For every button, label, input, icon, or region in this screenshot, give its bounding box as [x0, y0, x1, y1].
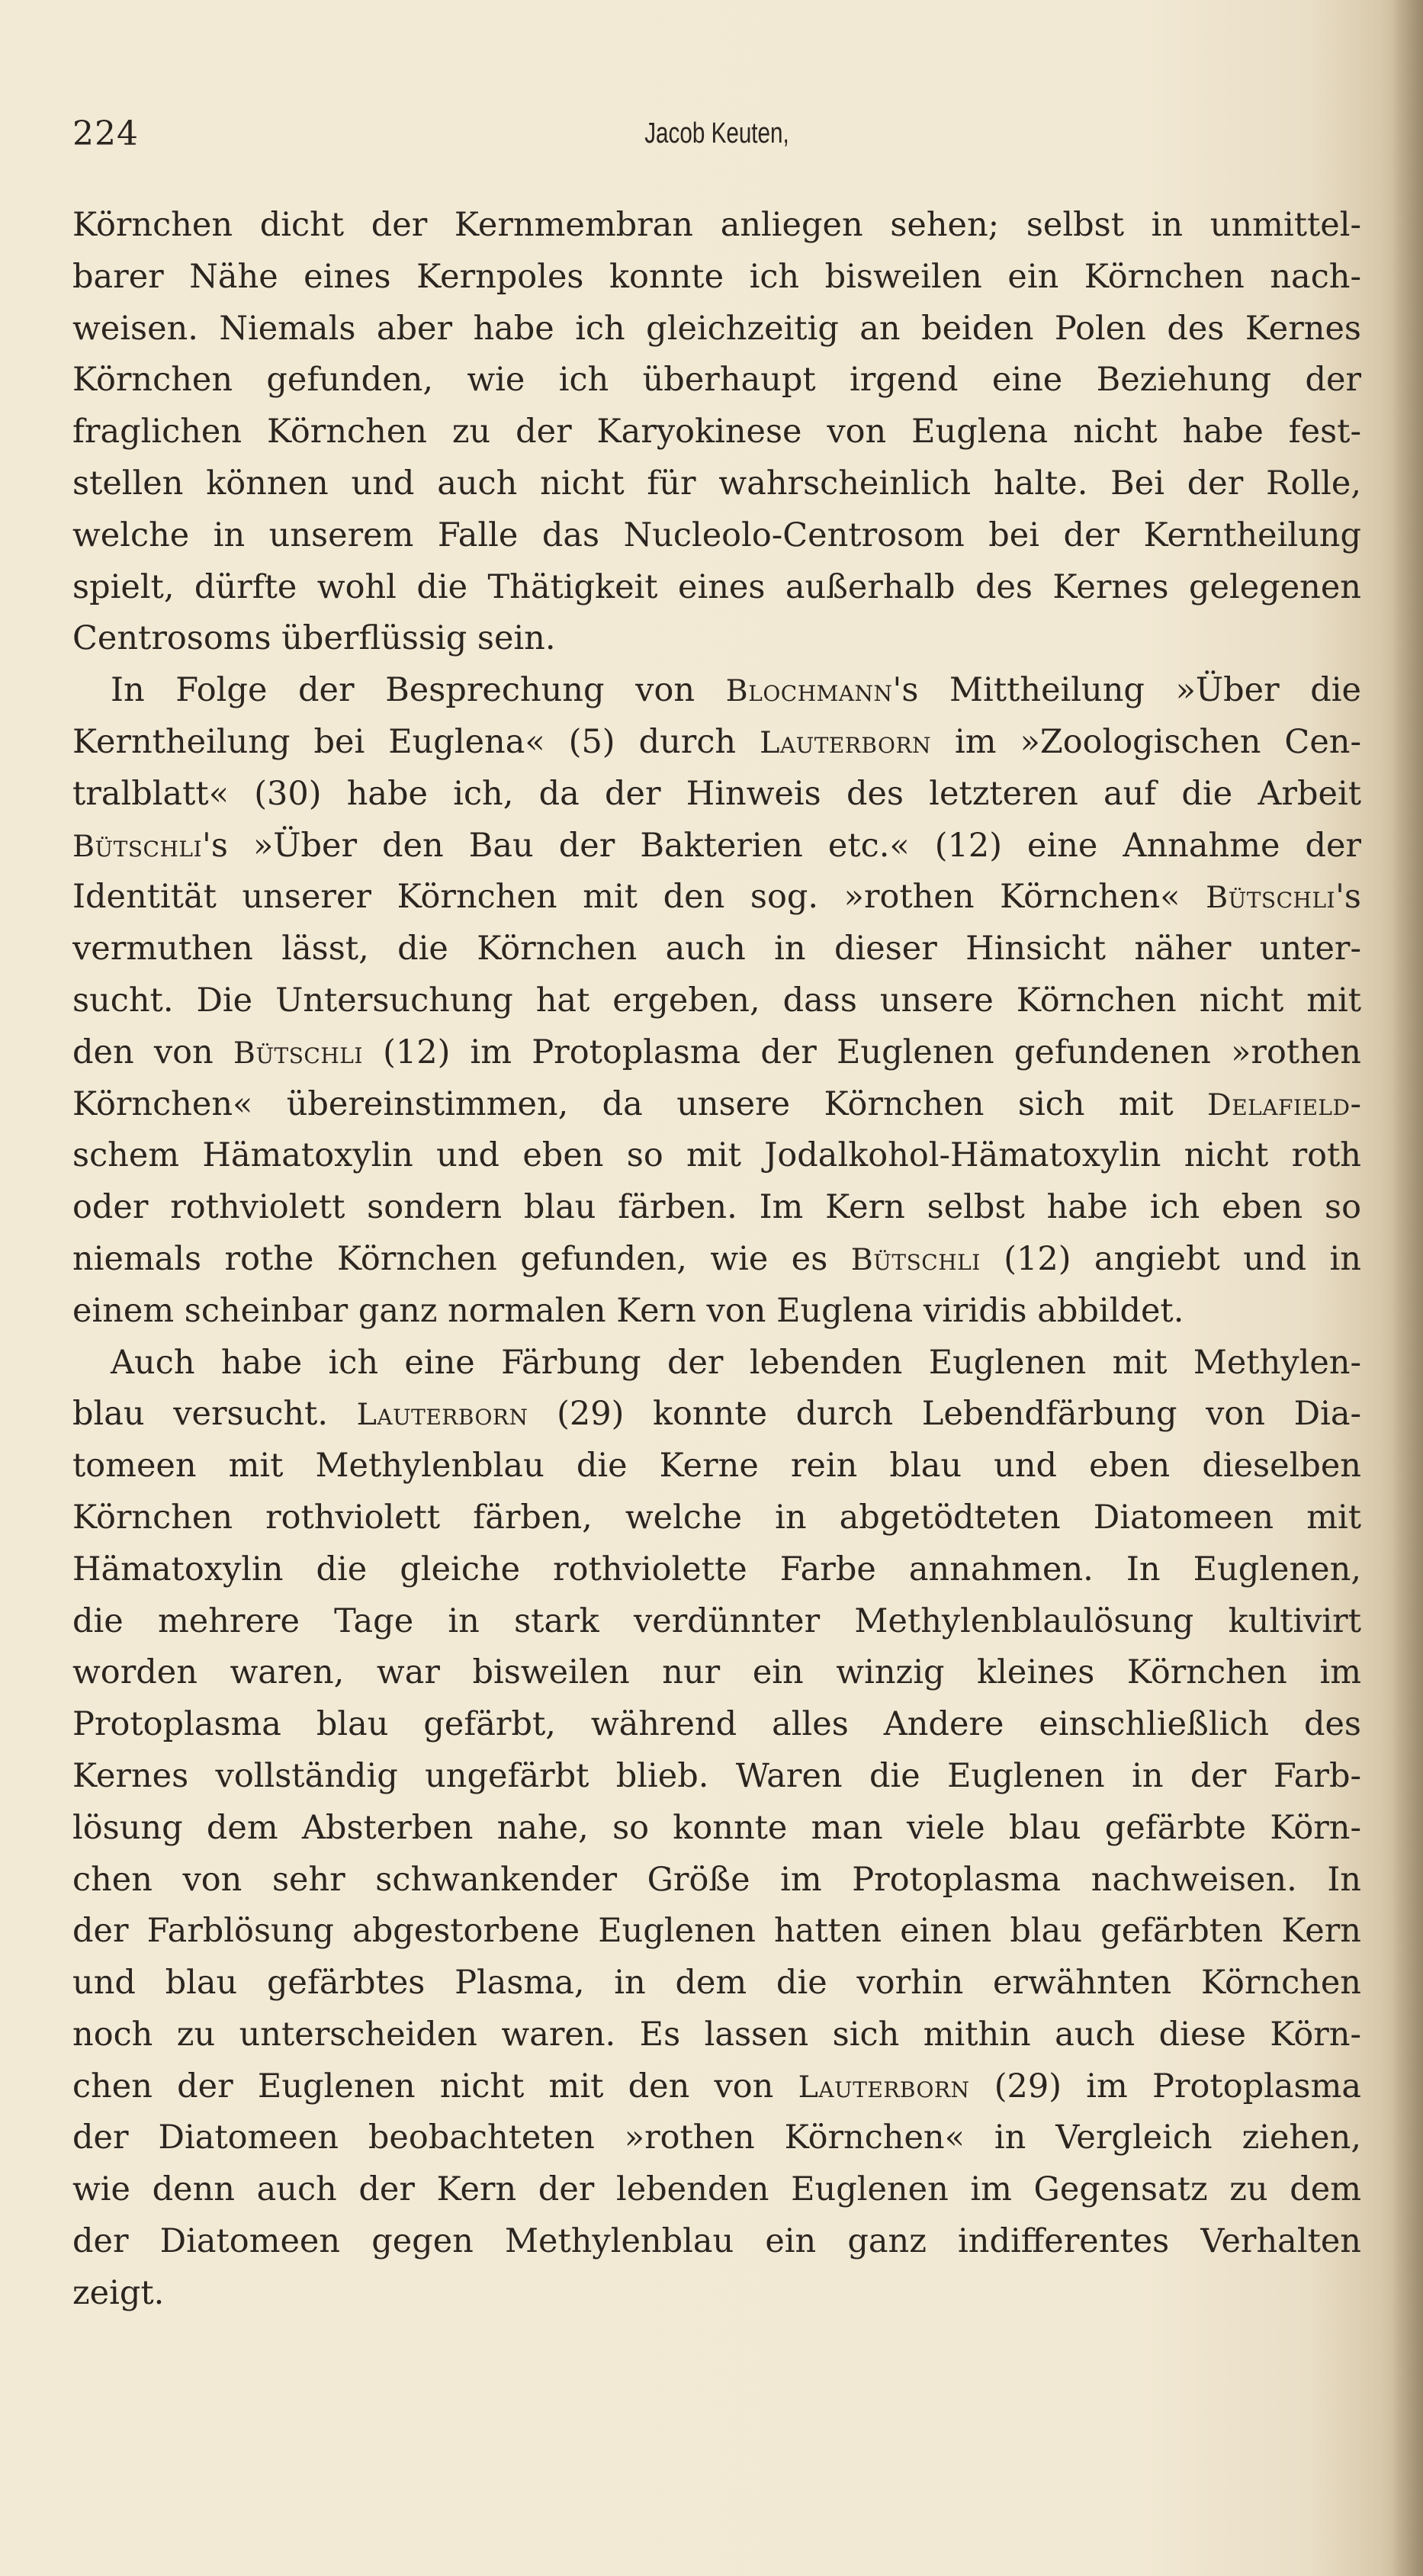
page-number: 224: [72, 114, 139, 153]
page-header: [72, 114, 1361, 168]
text-line: der Diatomeen beobachteten »rothen Körnchen« in Vergleich ziehen,: [72, 2118, 1361, 2157]
text-line: zeigt.: [72, 2273, 165, 2312]
text-line: einem scheinbar ganz normalen Kern von Euglena viridis abbildet.: [72, 1291, 1184, 1330]
text-line: wie denn auch der Kern der lebenden Euglenen im Gegensatz zu dem: [72, 2170, 1361, 2209]
paragraph-first-line: Auch habe ich eine Färbung der lebenden Euglenen mit Methylen-: [111, 1343, 1361, 1382]
text-line: weisen. Niemals aber habe ich gleichzeitig an beiden Polen des Kernes: [72, 309, 1361, 348]
paragraph-first-line: In Folge der Besprechung von Blochmann's Mittheilung »Über die: [111, 671, 1361, 710]
text-line: schem Hämatoxylin und eben so mit Jodalkohol-Hämatoxylin nicht roth: [72, 1136, 1361, 1175]
text-line: den von Bütschli (12) im Protoplasma der Euglenen gefundenen »rothen: [72, 1033, 1361, 1071]
text-line: tomeen mit Methylenblau die Kerne rein blau und eben dieselben: [72, 1447, 1361, 1486]
text-line: fraglichen Körnchen zu der Karyokinese von Euglena nicht habe fest-: [72, 413, 1361, 451]
text-line: oder rothviolett sondern blau färben. Im Kern selbst habe ich eben so: [72, 1188, 1361, 1227]
text-line: worden waren, war bisweilen nur ein winzig kleines Körnchen im: [72, 1653, 1361, 1692]
running-head: Jacob Keuten,: [644, 117, 789, 149]
text-line: der Diatomeen gegen Methylenblau ein ganz indifferentes Verhalten: [72, 2222, 1361, 2261]
text-line: stellen können und auch nicht für wahrscheinlich halte. Bei der Rolle,: [72, 464, 1361, 503]
text-line: barer Nähe eines Kernpoles konnte ich bisweilen ein Körnchen nach-: [72, 257, 1361, 296]
text-line: und blau gefärbtes Plasma, in dem die vorhin erwähnten Körnchen: [72, 1964, 1361, 2003]
text-line: Körnchen« übereinstimmen, da unsere Körnchen sich mit Delafield-: [72, 1084, 1361, 1123]
text-line: spielt, dürfte wohl die Thätigkeit eines außerhalb des Kernes gelegenen: [72, 567, 1361, 606]
text-line: noch zu unterscheiden waren. Es lassen sich mithin auch diese Körn-: [72, 2015, 1361, 2054]
text-line: Kernes vollständig ungefärbt blieb. Waren die Euglenen in der Farb-: [72, 1756, 1361, 1795]
text-line: Körnchen dicht der Kernmembran anliegen sehen; selbst in unmittel-: [72, 206, 1361, 244]
text-line: Centrosoms überflüssig sein.: [72, 619, 556, 658]
text-line: Körnchen gefunden, wie ich überhaupt irgend eine Beziehung der: [72, 361, 1361, 400]
page-edge-shadow: [1392, 0, 1423, 2576]
text-line: Hämatoxylin die gleiche rothviolette Farbe annahmen. In Euglenen,: [72, 1550, 1361, 1588]
text-line: welche in unserem Falle das Nucleolo-Centrosom bei der Kerntheilung: [72, 516, 1361, 554]
text-line: Bütschli's »Über den Bau der Bakterien etc.« (12) eine Annahme der: [72, 826, 1361, 865]
text-line: Protoplasma blau gefärbt, während alles Andere einschließlich des: [72, 1705, 1361, 1744]
text-line: sucht. Die Untersuchung hat ergeben, dass unsere Körnchen nicht mit: [72, 981, 1361, 1020]
text-line: die mehrere Tage in stark verdünnter Methylenblaulösung kultivirt: [72, 1601, 1361, 1640]
text-line: tralblatt« (30) habe ich, da der Hinweis des letzteren auf die Arbeit: [72, 774, 1361, 813]
text-line: Kerntheilung bei Euglena« (5) durch Lauterborn im »Zoologischen Cen-: [72, 722, 1361, 761]
text-line: Identität unserer Körnchen mit den sog. »rothen Körnchen« Bütschli's: [72, 878, 1361, 917]
text-line: niemals rothe Körnchen gefunden, wie es Bütschli (12) angiebt und in: [72, 1239, 1361, 1278]
body-text: [72, 200, 1361, 2320]
text-line: lösung dem Absterben nahe, so konnte man viele blau gefärbte Körn-: [72, 1808, 1361, 1847]
text-line: blau versucht. Lauterborn (29) konnte durch Lebendfärbung von Dia-: [72, 1395, 1361, 1434]
text-line: chen der Euglenen nicht mit den von Lauterborn (29) im Protoplasma: [72, 2067, 1361, 2105]
text-line: vermuthen lässt, die Körnchen auch in dieser Hinsicht näher unter-: [72, 930, 1361, 968]
text-line: Körnchen rothviolett färben, welche in abgetödteten Diatomeen mit: [72, 1498, 1361, 1537]
text-line: chen von sehr schwankender Größe im Protoplasma nachweisen. In: [72, 1860, 1361, 1899]
text-line: der Farblösung abgestorbene Euglenen hatten einen blau gefärbten Kern: [72, 1912, 1361, 1951]
